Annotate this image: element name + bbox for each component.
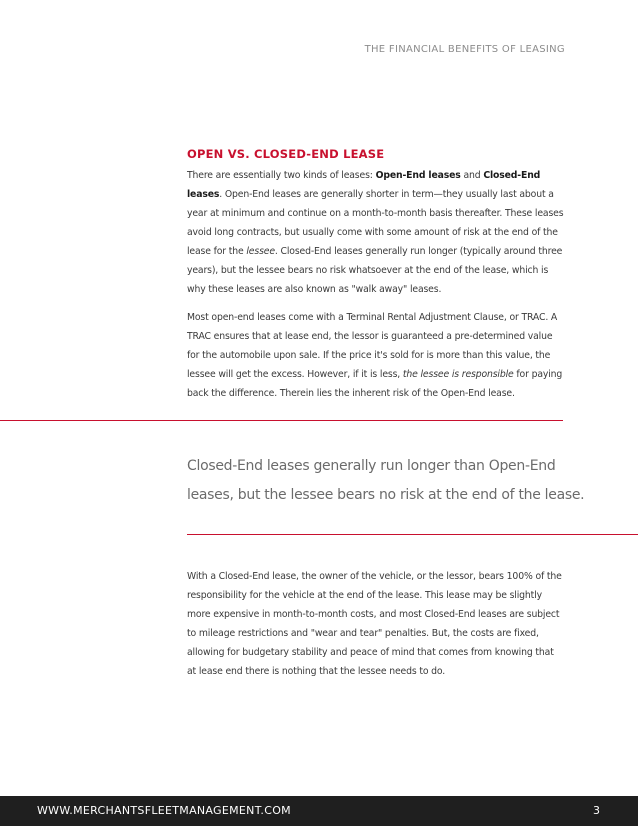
p2-italic: the lessee is responsible [402, 369, 514, 380]
p1-body: . Open-End leases are generally shorter in term—they usually last about a year at minimum and continue on a month-to-month basis thereafter. These leases avoid long contracts, but usually come with some amount of risk at the end of the lease for the [187, 189, 564, 257]
p1-and: and [460, 170, 484, 181]
paragraph-lease-types [187, 166, 565, 299]
pull-quote: Closed-End leases generally run longer than Open-End leases, but the lessee bears no risk at the end of the lease. [187, 458, 585, 503]
section-heading: OPEN VS. CLOSED-END LEASE [187, 147, 385, 161]
paragraph-trac [187, 308, 565, 403]
divider-top [0, 420, 563, 421]
paragraph-closed-end: With a Closed-End lease, the owner of the vehicle, or the lessor, bears 100% of the responsibility for the vehicle at the end of the lease. This lease may be slightly more expensive in month-to-month costs, and most Closed-End leases are subject to mileage restrictions and "wear and tear" penalties. But, the costs are fixed, allowing for budgetary stability and peace of mind that comes from knowing that at lease end there is nothing that the lessee needs to do. [187, 571, 562, 677]
page-footer [0, 796, 638, 826]
running-header: THE FINANCIAL BENEFITS OF LEASING [364, 44, 565, 55]
divider-bottom [187, 534, 638, 535]
p2-body: Most open-end leases come with a Terminal Rental Adjustment Clause, or TRAC. A TRAC ensures that at lease end, the lessor is guaranteed a pre-determined value for the automobile upon sale. If the price it's sold for is more than this value, the lessee will get the excess. However, if it is less, [187, 312, 558, 380]
p1-closed-end-term: Closed-End leases [187, 170, 541, 200]
p1-body-end: . Closed-End leases generally run longer (typically around three years), but the lessee bears no risk whatsoever at the end of the lease, which is why these leases are also known as "walk away" leases. [187, 246, 563, 295]
p1-open-end-term: Open-End leases [375, 170, 461, 181]
page-number: 3 [593, 804, 600, 817]
p1-italic-lessee: lessee [246, 246, 275, 257]
footer-url-link[interactable]: WWW.MERCHANTSFLEETMANAGEMENT.COM [37, 804, 291, 817]
p1-intro: There are essentially two kinds of leases: [187, 170, 376, 181]
p2-body-end: for paying back the difference. Therein lies the inherent risk of the Open-End lease. [187, 369, 563, 399]
